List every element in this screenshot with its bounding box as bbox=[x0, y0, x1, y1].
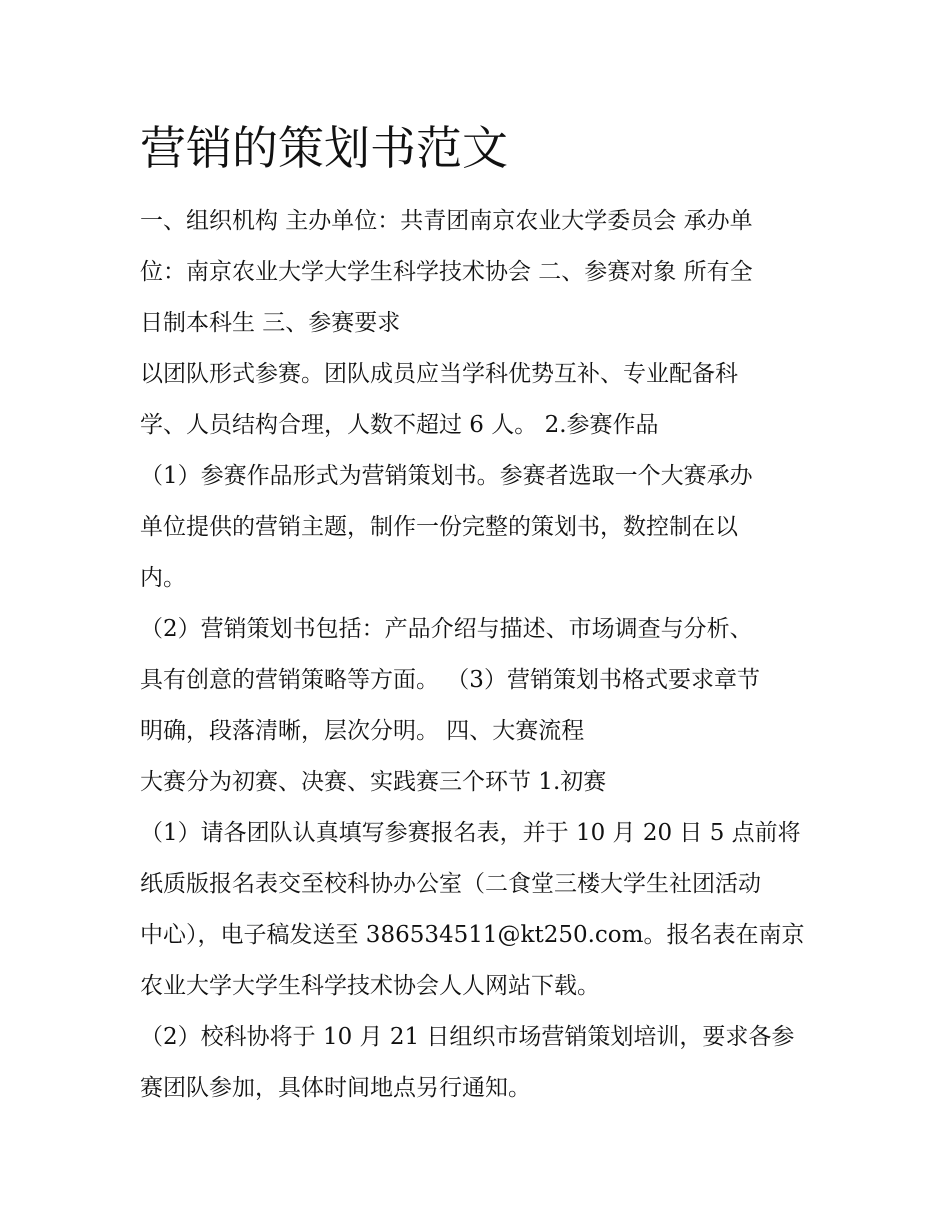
body-line-1: 一、组织机构 主办单位：共青团南京农业大学委员会 承办单 bbox=[140, 208, 753, 234]
body-line-6: （1）参赛作品形式为营销策划书。参赛者选取一个大赛承办 bbox=[140, 463, 753, 489]
body-line-7: 单位提供的营销主题，制作一份完整的策划书，数控制在以 bbox=[140, 514, 738, 540]
body-line-8: 内。 bbox=[140, 565, 186, 591]
body-line-17: （2）校科协将于 10 月 21 日组织市场营销策划培训，要求各参 bbox=[140, 1024, 795, 1050]
document-title: 营销的策划书范文 bbox=[140, 121, 508, 175]
body-line-10: 具有创意的营销策略等方面。 （3）营销策划书格式要求章节 bbox=[140, 667, 760, 693]
body-line-18: 赛团队参加，具体时间地点另行通知。 bbox=[140, 1075, 531, 1101]
body-line-15: 中心），电子稿发送至 386534511@kt250.com。报名表在南京 bbox=[140, 922, 805, 948]
body-line-5: 学、人员结构合理，人数不超过 6 人。 2.参赛作品 bbox=[140, 412, 659, 438]
body-line-16: 农业大学大学生科学技术协会人人网站下载。 bbox=[140, 973, 600, 999]
body-line-13: （1）请各团队认真填写参赛报名表，并于 10 月 20 日 5 点前将 bbox=[140, 820, 801, 846]
body-line-2: 位：南京农业大学大学生科学技术协会 二、参赛对象 所有全 bbox=[140, 259, 753, 285]
body-line-3: 日制本科生 三、参赛要求 bbox=[140, 310, 401, 336]
body-line-9: （2）营销策划书包括：产品介绍与描述、市场调查与分析、 bbox=[140, 616, 753, 642]
body-line-12: 大赛分为初赛、决赛、实践赛三个环节 1.初赛 bbox=[140, 769, 607, 795]
body-line-11: 明确，段落清晰，层次分明。 四、大赛流程 bbox=[140, 718, 585, 744]
body-line-14: 纸质版报名表交至校科协办公室（二食堂三楼大学生社团活动 bbox=[140, 871, 761, 897]
body-line-4: 以团队形式参赛。团队成员应当学科优势互补、专业配备科 bbox=[140, 361, 738, 387]
